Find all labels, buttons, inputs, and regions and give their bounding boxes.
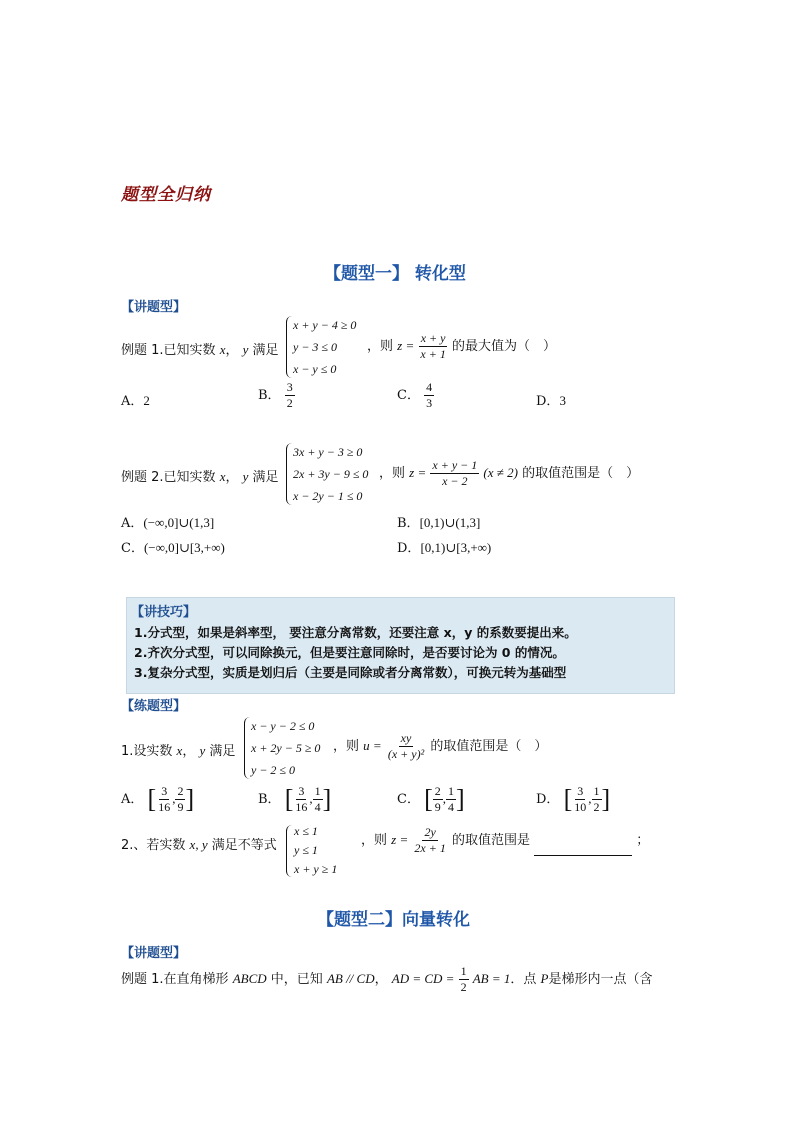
inequality-1: 3x + y − 3 ≥ 0 — [293, 445, 363, 459]
z-equals: z = — [397, 338, 415, 353]
inequality-3: x − 2y − 1 ≤ 0 — [293, 489, 363, 503]
fraction-numerator: x + y − 1 — [432, 458, 478, 472]
then-word: ，则 — [361, 833, 388, 848]
question-suffix: 的最大值为（ ） — [451, 339, 556, 354]
example-1-prefix: 例题 1.已知实数 — [121, 343, 216, 358]
right-bracket: ] — [601, 784, 611, 814]
option-label: D． — [536, 792, 560, 807]
fraction-denominator: 4 — [448, 800, 455, 814]
option-value: [0,1)∪(1,3] — [419, 515, 481, 530]
fraction-denominator: x − 2 — [442, 474, 468, 488]
var-y: y — [199, 743, 206, 758]
option-value: 2 — [143, 393, 150, 408]
practice-2-prefix: 2.、若实数 — [121, 838, 186, 853]
right-bracket: ] — [456, 784, 465, 814]
comma: ， — [225, 343, 239, 358]
then-word: ，则 — [333, 739, 360, 754]
option-label: B． — [397, 516, 420, 531]
inequality-2: 2x + 3y − 9 ≤ 0 — [293, 467, 369, 481]
option-label: D． — [536, 394, 560, 409]
system-brace-p2 — [286, 825, 293, 877]
inequality-3: x − y ≤ 0 — [293, 362, 337, 376]
fraction-numerator: 3 — [298, 784, 305, 798]
system-ex1 — [293, 314, 356, 380]
fraction-denominator: 2 — [593, 800, 600, 814]
z-fraction — [418, 331, 447, 362]
z-equals: z = — [391, 832, 409, 847]
option-label: C． — [397, 388, 420, 403]
u-fraction — [386, 731, 426, 762]
z-equals: z = — [409, 465, 427, 480]
example-2-prefix: 例题 2.已知实数 — [121, 470, 216, 485]
option-d-ex1 — [536, 390, 566, 409]
option-label: B． — [258, 388, 281, 403]
comma: , — [309, 791, 313, 806]
fraction-numerator: 3 — [286, 380, 293, 394]
inequality-2: y − 3 ≤ 0 — [293, 340, 338, 354]
domain-condition: (x ≠ 2) — [483, 465, 518, 480]
fraction-numerator: 3 — [161, 784, 168, 798]
fraction-numerator: 3 — [577, 784, 584, 798]
comma: ， — [182, 744, 196, 759]
comma: , — [172, 791, 176, 806]
fraction-denominator: 16 — [158, 800, 171, 814]
option-fraction — [285, 380, 295, 411]
example-2-stem — [121, 466, 279, 485]
option-label: C． — [397, 792, 420, 807]
fraction-denominator: 2 — [286, 396, 293, 410]
example-2-expression — [379, 458, 639, 489]
fraction-b — [313, 784, 323, 815]
then-word: ，则 — [379, 466, 406, 481]
lecture-tag-1: 【讲题型】 — [121, 300, 187, 315]
option-a-ex2 — [121, 512, 214, 531]
condition-word: 满足不等式 — [211, 838, 277, 853]
system-p2 — [294, 822, 337, 879]
fraction-denominator: 10 — [574, 800, 587, 814]
fraction-denominator: (x + y)² — [387, 747, 425, 761]
tip-line-3: 3.复杂分式型，实质是划归后（主要是同除或者分离常数），可换元转为基础型 — [134, 665, 567, 680]
parallel-relation: AB // CD — [326, 971, 375, 986]
example-prefix: 例题 1.在直角梯形 — [121, 972, 229, 987]
semicolon: ； — [636, 833, 650, 848]
section-title-1: 【题型一】 转化型 — [324, 264, 466, 284]
tips-box — [126, 597, 675, 694]
fraction-numerator: 1 — [460, 964, 467, 978]
practice-1-prefix: 1.设实数 — [121, 744, 173, 759]
fraction-denominator: 3 — [426, 396, 433, 410]
shape-name: ABCD — [232, 971, 267, 986]
fraction-b — [446, 784, 456, 815]
option-label: A． — [121, 792, 144, 807]
fraction-numerator: 1 — [593, 784, 600, 798]
option-c-ex2 — [121, 537, 225, 556]
length-equation-1: AD = CD = — [391, 971, 455, 986]
option-label: A． — [121, 516, 144, 531]
fraction-denominator: 16 — [295, 800, 308, 814]
condition-word: 满足 — [252, 343, 279, 358]
fraction-denominator: 2x + 1 — [414, 841, 446, 855]
vars-xy: x, y — [189, 837, 208, 852]
practice-tag: 【练题型】 — [121, 699, 187, 714]
fraction-a — [572, 784, 588, 815]
option-value: [0,1)∪[3,+∞) — [420, 540, 492, 555]
var-x: x — [219, 342, 226, 357]
condition-word: 满足 — [252, 470, 279, 485]
length-equation-2: AB = 1 — [472, 971, 511, 986]
fraction-numerator: 2y — [424, 825, 436, 839]
question-suffix: 的取值范围是 — [451, 833, 530, 848]
option-b-p1 — [258, 784, 331, 815]
right-bracket: ] — [322, 784, 332, 814]
left-bracket: [ — [284, 784, 294, 814]
var-x: x — [176, 743, 183, 758]
inequality-2: y ≤ 1 — [294, 843, 318, 857]
z-fraction — [412, 825, 447, 856]
answer-blank[interactable] — [534, 841, 632, 856]
fraction-numerator: 4 — [426, 380, 433, 394]
left-bracket: [ — [147, 784, 157, 814]
fraction-denominator: 2 — [460, 980, 467, 994]
inequality-3: x + y ≥ 1 — [294, 862, 338, 876]
fraction-numerator: 1 — [448, 784, 455, 798]
option-b-ex1 — [258, 380, 295, 411]
fraction-numerator: 2 — [434, 784, 441, 798]
practice-2-expression — [361, 825, 649, 856]
option-value: 3 — [559, 393, 566, 408]
fraction-a — [433, 784, 443, 815]
var-y: y — [242, 342, 249, 357]
option-label: A． — [121, 394, 144, 409]
comma: ， — [374, 972, 388, 987]
question-suffix: 的取值范围是（ ） — [430, 739, 548, 754]
inequality-1: x + y − 4 ≥ 0 — [293, 318, 357, 332]
half-fraction — [459, 964, 469, 995]
option-b-ex2 — [397, 512, 480, 531]
option-d-p1 — [536, 784, 610, 815]
section-2-example-1 — [121, 964, 653, 995]
right-bracket: ] — [185, 784, 195, 814]
fraction-numerator: 1 — [314, 784, 321, 798]
comma: ， — [225, 470, 239, 485]
fraction-a — [156, 784, 172, 815]
question-suffix: 的取值范围是（ ） — [522, 466, 640, 481]
fraction-denominator: 9 — [177, 800, 184, 814]
rest-text: ．点 — [510, 972, 537, 987]
tip-line-2: 2.齐次分式型，可以同除换元，但是要注意同除时，是否要讨论为 0 的情况。 — [134, 645, 565, 660]
practice-2-stem — [121, 834, 277, 853]
system-brace-p1 — [244, 717, 251, 779]
system-brace-ex1 — [286, 316, 293, 378]
inequality-2: x + 2y − 5 ≥ 0 — [251, 741, 321, 755]
fraction-denominator: x + 1 — [420, 347, 446, 361]
fraction-numerator: 2 — [177, 784, 184, 798]
option-a-ex1 — [121, 390, 150, 409]
option-label: D． — [397, 541, 421, 556]
option-label: C． — [121, 541, 144, 556]
section-title-2: 【题型二】向量转化 — [317, 910, 470, 930]
inequality-3: y − 2 ≤ 0 — [251, 763, 296, 777]
option-value: (−∞,0]∪(1,3] — [143, 515, 215, 530]
condition-word: 满足 — [209, 744, 236, 759]
option-c-p1 — [397, 784, 465, 815]
mid-text: 中，已知 — [270, 972, 323, 987]
tail-text: 是梯形内一点（含 — [548, 972, 653, 987]
option-d-ex2 — [397, 537, 491, 556]
system-p1 — [251, 715, 320, 781]
then-word: ，则 — [367, 339, 394, 354]
u-equals: u = — [363, 738, 382, 753]
option-c-ex1 — [397, 380, 434, 411]
option-label: B． — [258, 792, 281, 807]
example-1-expression — [367, 331, 556, 362]
practice-1-stem — [121, 740, 235, 759]
inequality-1: x − y − 2 ≤ 0 — [251, 719, 315, 733]
option-value: (−∞,0]∪[3,+∞) — [143, 540, 225, 555]
fraction-b — [592, 784, 602, 815]
fraction-denominator: 9 — [434, 800, 441, 814]
var-y: y — [242, 469, 249, 484]
system-ex2 — [293, 441, 368, 507]
z-fraction — [430, 458, 479, 489]
option-a-p1 — [121, 784, 194, 815]
inequality-1: x ≤ 1 — [294, 824, 318, 838]
tips-tag: 【讲技巧】 — [131, 605, 197, 620]
lecture-tag-2: 【讲题型】 — [121, 946, 187, 961]
comma: , — [588, 791, 592, 806]
system-brace-ex2 — [286, 443, 293, 505]
tip-line-1: 1.分式型，如果是斜率型， 要注意分离常数，还要注意 x，y 的系数要提出来。 — [134, 625, 577, 640]
page-title: 题型全归纳 — [121, 185, 211, 205]
practice-1-expression — [333, 731, 547, 762]
var-x: x — [219, 469, 226, 484]
left-bracket: [ — [424, 784, 433, 814]
comma: , — [442, 791, 447, 806]
fraction-a — [293, 784, 309, 815]
fraction-denominator: 4 — [314, 800, 321, 814]
fraction-numerator: x + y — [420, 331, 446, 345]
point-name: P — [540, 971, 549, 986]
example-1-stem — [121, 339, 279, 358]
fraction-numerator: xy — [400, 731, 412, 745]
option-fraction — [424, 380, 434, 411]
fraction-b — [175, 784, 185, 815]
left-bracket: [ — [563, 784, 573, 814]
